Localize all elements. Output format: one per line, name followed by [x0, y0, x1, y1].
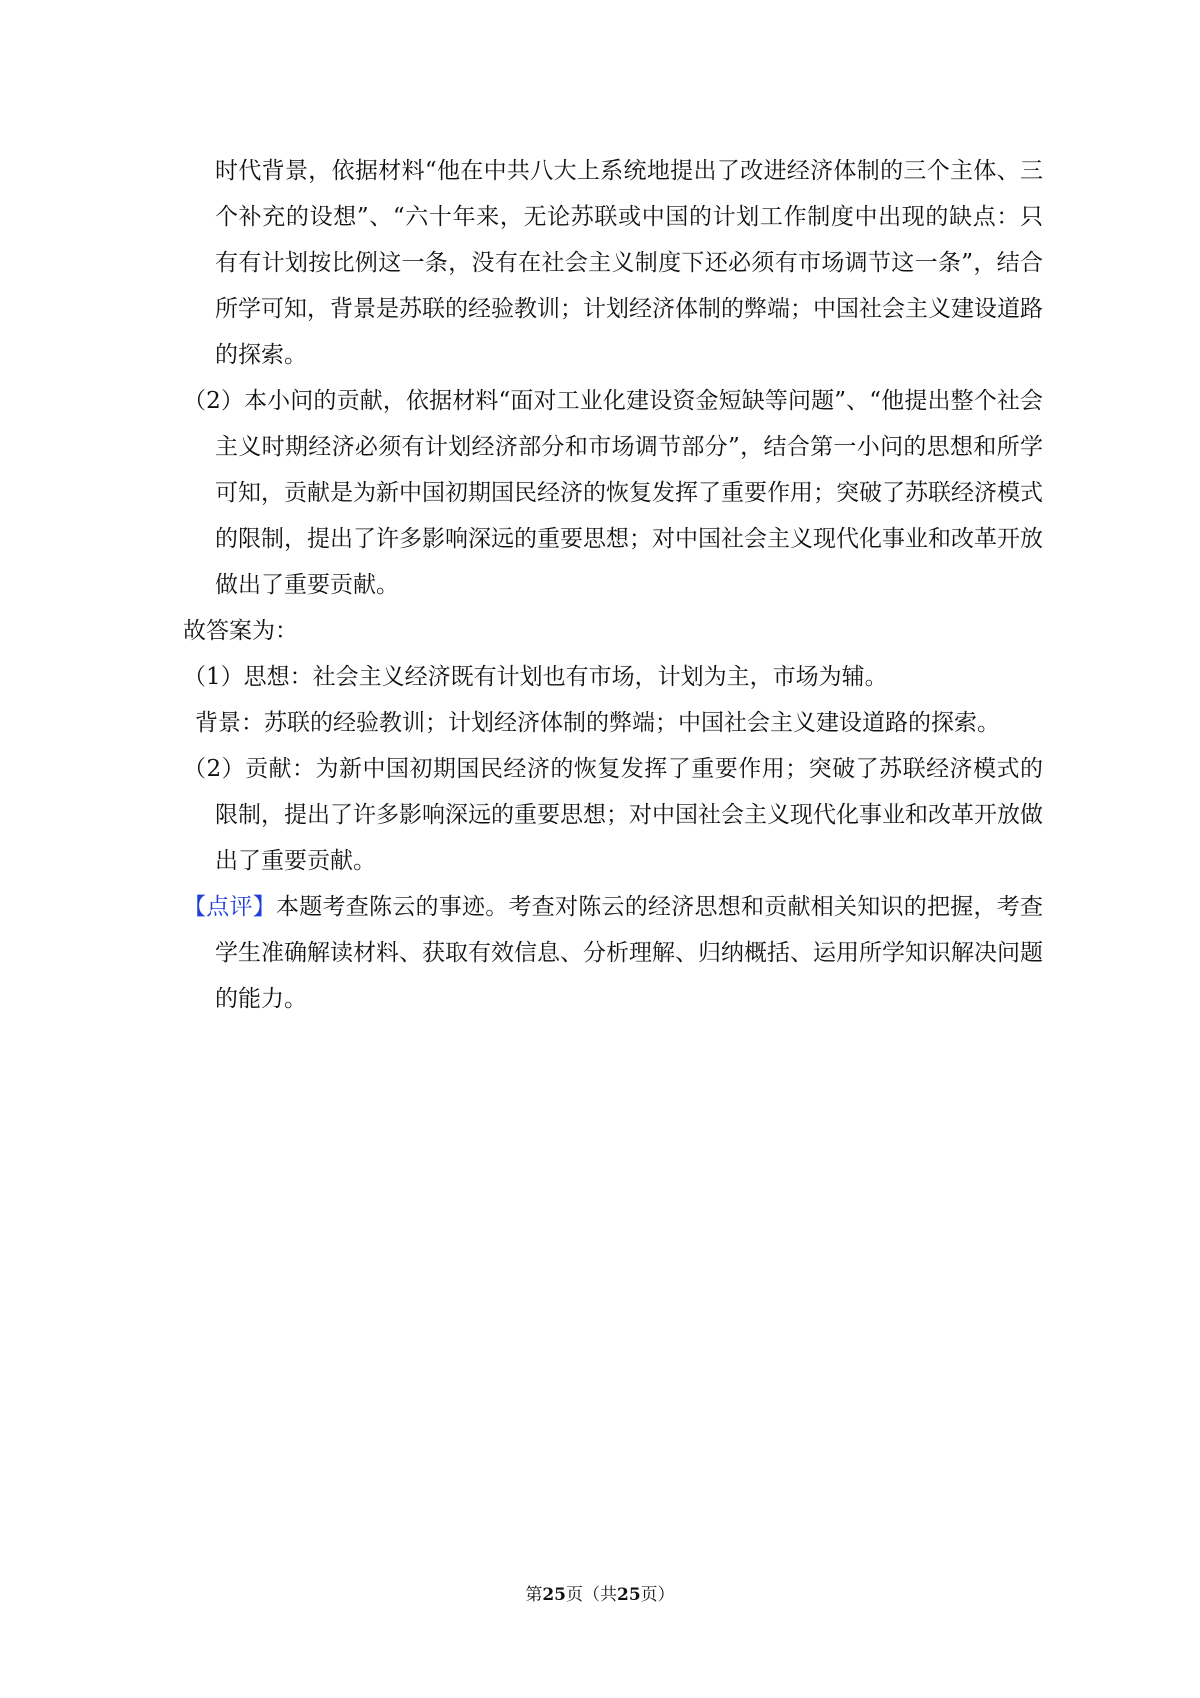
footer-middle: 页（共	[566, 1585, 617, 1605]
comment-tag: 【点评】	[183, 894, 276, 920]
comment-text: 本题考查陈云的事迹。考查对陈云的经济思想和贡献相关知识的把握，考查学生准确解读材料、获取有效信息、分析理解、归纳概括、运用所学知识解决问题的能力。	[215, 894, 1043, 1012]
footer-page-number: 25	[542, 1585, 566, 1605]
page-footer	[0, 1583, 1200, 1607]
analysis-background-paragraph: 时代背景，依据材料“他在中共八大上系统地提出了改进经济体制的三个主体、三个补充的设想”、“六十年来，无论苏联或中国的计划工作制度中出现的缺点：只有有计划按比例这一条，没有在社会主义制度下还必须有市场调节这一条”，结合所学可知，背景是苏联的经验教训；计划经济体制的弊端；中国社会主义建设道路的探索。	[215, 158, 1043, 368]
footer-prefix: 第	[525, 1585, 543, 1605]
document-body	[183, 148, 1043, 1022]
answer-heading: 故答案为：	[183, 618, 298, 644]
footer-total-pages: 25	[617, 1585, 641, 1605]
answer-background: 背景：苏联的经验教训；计划经济体制的弊端；中国社会主义建设道路的探索。	[195, 710, 1000, 736]
answer-contribution: （2）贡献：为新中国初期国民经济的恢复发挥了重要作用；突破了苏联经济模式的限制，提出了许多影响深远的重要思想；对中国社会主义现代化事业和改革开放做出了重要贡献。	[183, 756, 1043, 874]
answer-thought: （1）思想：社会主义经济既有计划也有市场，计划为主，市场为辅。	[183, 664, 888, 690]
analysis-contribution-paragraph: （2）本小问的贡献，依据材料“面对工业化建设资金短缺等问题”、“他提出整个社会主义时期经济必须有计划经济部分和市场调节部分”，结合第一小问的思想和所学可知，贡献是为新中国初期国民经济的恢复发挥了重要作用；突破了苏联经济模式的限制，提出了许多影响深远的重要思想；对中国社会主义现代化事业和改革开放做出了重要贡献。	[183, 388, 1043, 598]
footer-suffix: 页）	[640, 1585, 675, 1605]
comment-paragraph	[183, 884, 1043, 1022]
